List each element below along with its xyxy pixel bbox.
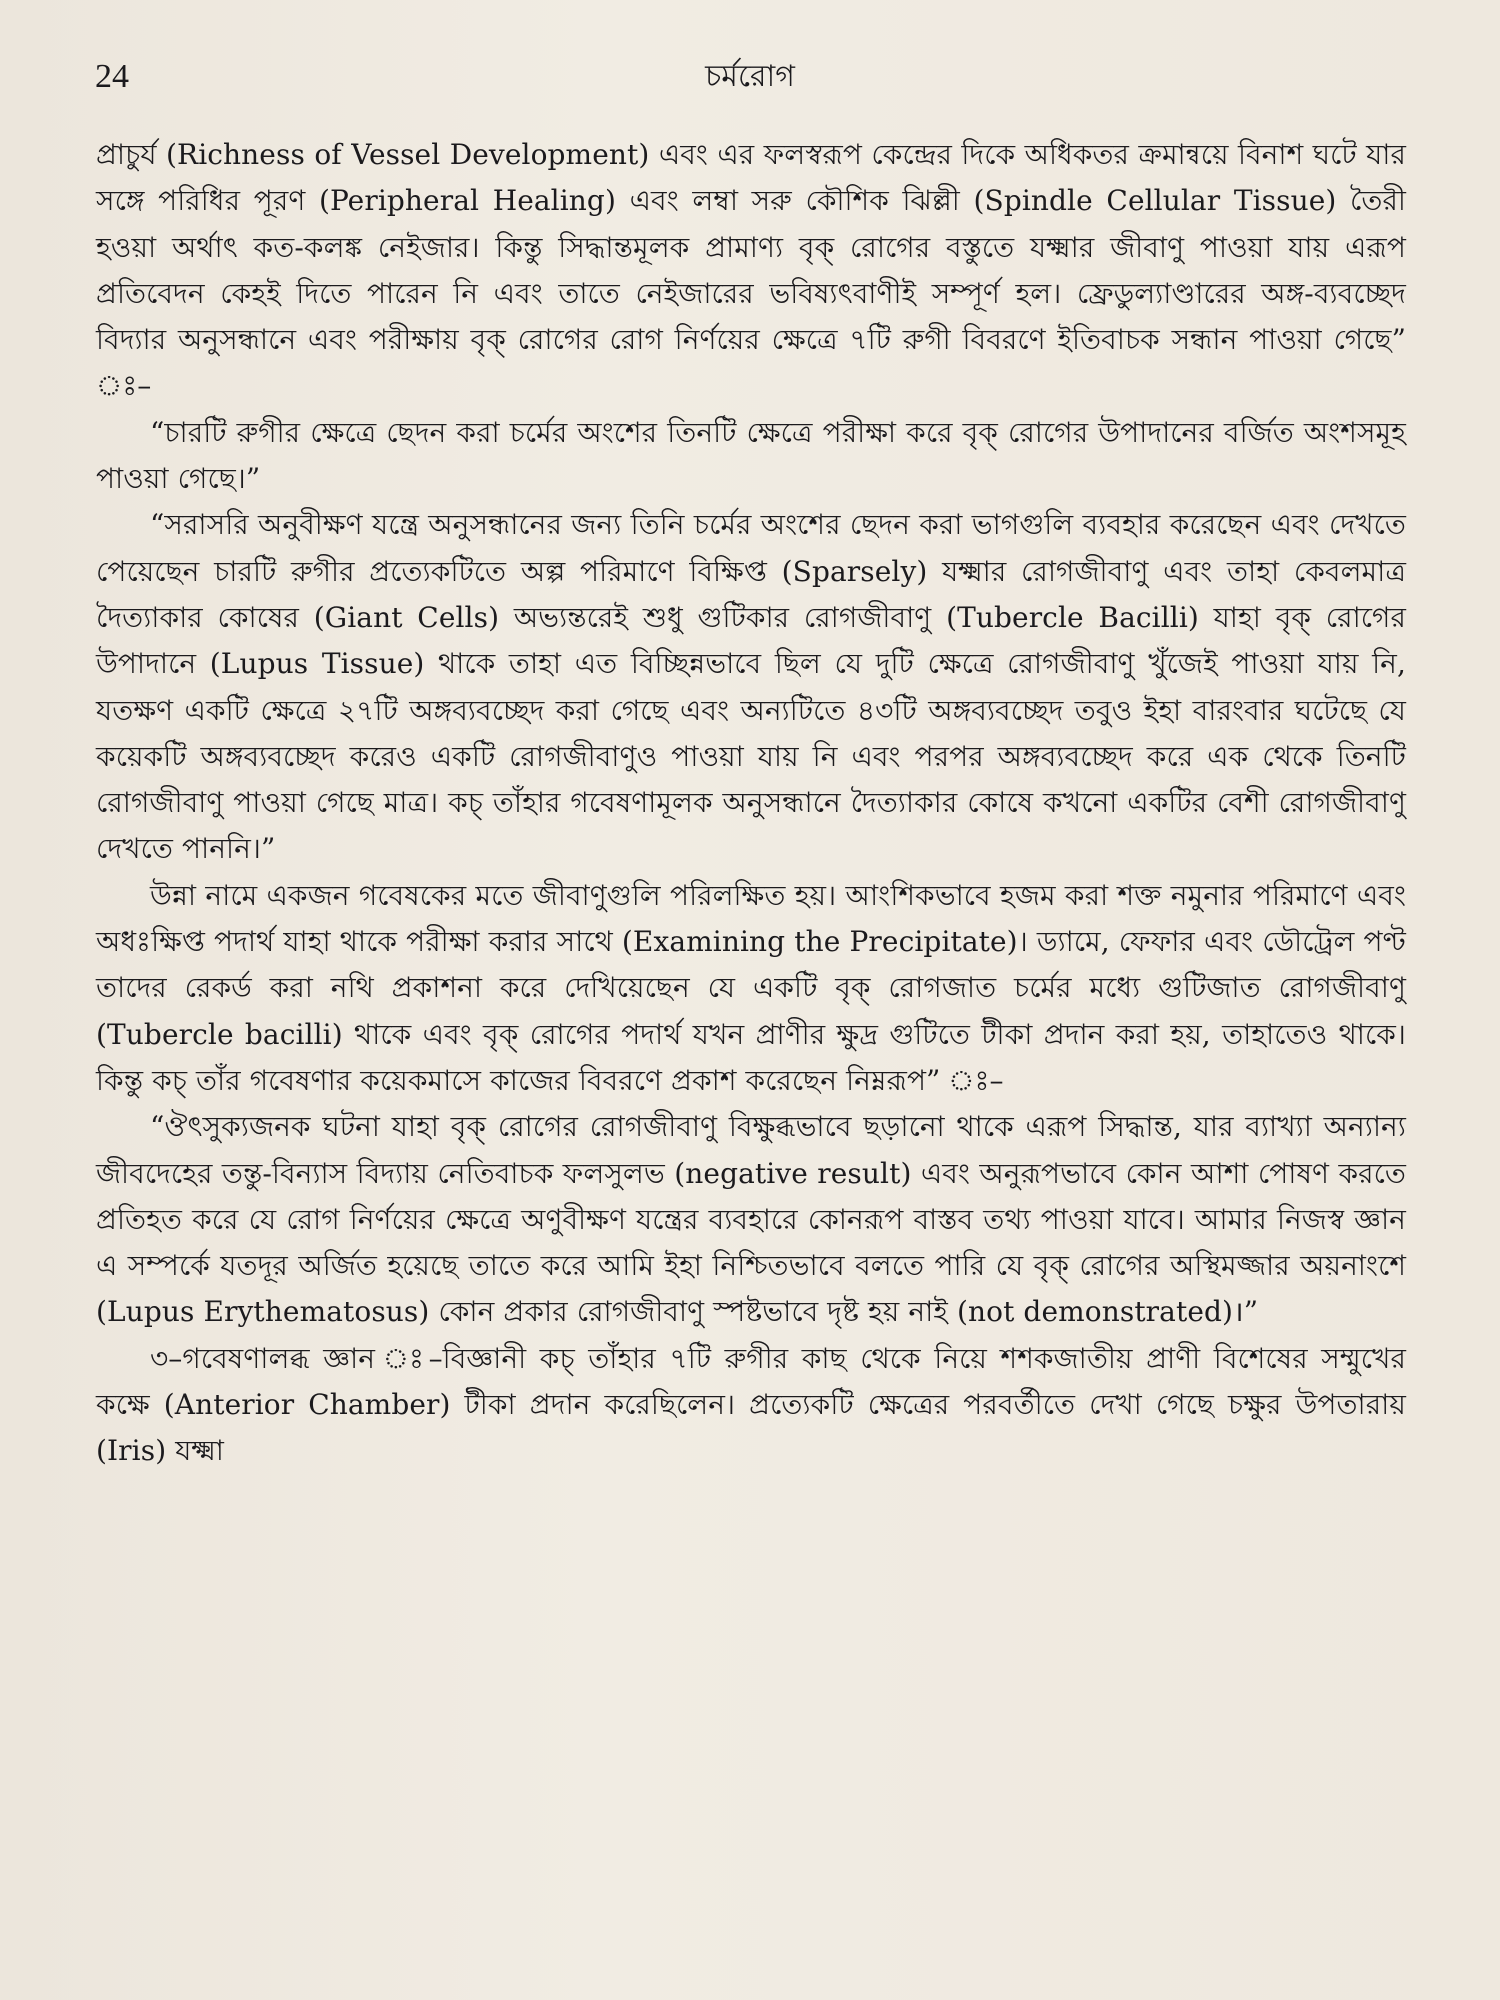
page-number: 24 bbox=[95, 58, 129, 95]
paragraph-continuation: প্রাচুর্য (Richness of Vessel Development) এবং এর ফলস্বরূপ কেন্দ্রের দিকে অধিকতর ক্রমান্বয়ে বিনাশ ঘটে যার সঙ্গে পরিধির পূরণ (Peripheral Healing) এবং লম্বা সরু কৌশিক ঝিল্লী (Spindle Cellular Tissue) তৈরী হওয়া অর্থাৎ কত-কলঙ্ক নেইজার। কিন্তু সিদ্ধান্তমূলক প্রামাণ্য বৃক্ রোগের বস্তুতে যক্ষ্মার জীবাণু পাওয়া যায় এরূপ প্রতিবেদন কেহই দিতে পারেন নি এবং তাতে নেইজারের ভবিষ্যৎবাণীই সম্পূর্ণ হল। ফ্রেডুল্যাণ্ডারের অঙ্গ-ব্যবচ্ছেদ বিদ্যার অনুসন্ধানে এবং পরীক্ষায় বৃক্ রোগের রোগ নির্ণয়ের ক্ষেত্রে ৭টি রুগী বিবরণে ইতিবাচক সন্ধান পাওয়া গেছে” ঃ– bbox=[96, 138, 1406, 403]
body-text bbox=[96, 132, 1406, 1475]
body-paragraph: উন্না নামে একজন গবেষকের মতে জীবাণুগুলি পরিলক্ষিত হয়। আংশিকভাবে হজম করা শক্ত নমুনার পরিমাণে এবং অধঃক্ষিপ্ত পদার্থ যাহা থাকে পরীক্ষা করার সাথে (Examining the Precipitate)। ড্যামে, ফেফার এবং ডৌট্রেল পণ্ট তাদের রেকর্ড করা নথি প্রকাশনা করে দেখিয়েছেন যে একটি বৃক্ রোগজাত চর্মের মধ্যে গুটিজাত রোগজীবাণু (Tubercle bacilli) থাকে এবং বৃক্ রোগের পদার্থ যখন প্রাণীর ক্ষুদ্র গুটিতে টীকা প্রদান করা হয়, তাহাতেও থাকে। কিন্তু কচ্ তাঁর গবেষণার কয়েকমাসে কাজের বিবরণে প্রকাশ করেছেন নিম্নরূপ” ঃ– bbox=[96, 878, 1406, 1097]
running-head bbox=[95, 52, 1405, 102]
quote-paragraph: “ঔৎসুক্যজনক ঘটনা যাহা বৃক্ রোগের রোগজীবাণু বিক্ষুব্ধভাবে ছড়ানো থাকে এরূপ সিদ্ধান্ত, যার ব্যাখ্যা অন্যান্য জীবদেহের তন্তু-বিন্যাস বিদ্যায় নেতিবাচক ফলসুলভ (negative result) এবং অনুরূপভাবে কোন আশা পোষণ করতে প্রতিহত করে যে রোগ নির্ণয়ের ক্ষেত্রে অণুবীক্ষণ যন্ত্রের ব্যবহারে কোনরূপ বাস্তব তথ্য পাওয়া যাবে। আমার নিজস্ব জ্ঞান এ সম্পর্কে যতদূর অর্জিত হয়েছে তাতে করে আমি ইহা নিশ্চিতভাবে বলতে পারি যে বৃক্ রোগের অস্থিমজ্জার অয়নাংশে (Lupus Erythematosus) কোন প্রকার রোগজীবাণু স্পষ্টভাবে দৃষ্ট হয় নাই (not demonstrated)।” bbox=[96, 1110, 1406, 1329]
quote-paragraph: “চারটি রুগীর ক্ষেত্রে ছেদন করা চর্মের অংশের তিনটি ক্ষেত্রে পরীক্ষা করে বৃক্ রোগের উপাদানের বর্জিত অংশসমূহ পাওয়া গেছে।” bbox=[96, 415, 1406, 496]
running-title: চর্মরোগ bbox=[705, 59, 795, 94]
quote-paragraph: “সরাসরি অনুবীক্ষণ যন্ত্রে অনুসন্ধানের জন্য তিনি চর্মের অংশের ছেদন করা ভাগগুলি ব্যবহার করেছেন এবং দেখতে পেয়েছেন চারটি রুগীর প্রত্যেকটিতে অল্প পরিমাণে বিক্ষিপ্ত (Sparsely) যক্ষ্মার রোগজীবাণু এবং তাহা কেবলমাত্র দৈত্যাকার কোষের (Giant Cells) অভ্যন্তরেই শুধু গুটিকার রোগজীবাণু (Tubercle Bacilli) যাহা বৃক্ রোগের উপাদানে (Lupus Tissue) থাকে তাহা এত বিচ্ছিন্নভাবে ছিল যে দুটি ক্ষেত্রে রোগজীবাণু খুঁজেই পাওয়া যায় নি, যতক্ষণ একটি ক্ষেত্রে ২৭টি অঙ্গব্যবচ্ছেদ করা গেছে এবং অন্যটিতে ৪৩টি অঙ্গব্যবচ্ছেদ তবুও ইহা বারংবার ঘটেছে যে কয়েকটি অঙ্গব্যবচ্ছেদ করেও একটি রোগজীবাণুও পাওয়া যায় নি এবং পরপর অঙ্গব্যবচ্ছেদ করে এক থেকে তিনটি রোগজীবাণু পাওয়া গেছে মাত্র। কচ্ তাঁহার গবেষণামূলক অনুসন্ধানে দৈত্যাকার কোষে কখনো একটির বেশী রোগজীবাণু দেখতে পাননি।” bbox=[96, 508, 1406, 866]
section-paragraph: ৩–গবেষণালব্ধ জ্ঞান ঃ–বিজ্ঞানী কচ্ তাঁহার ৭টি রুগীর কাছ থেকে নিয়ে শশকজাতীয় প্রাণী বিশেষের সম্মুখের কক্ষে (Anterior Chamber) টীকা প্রদান করেছিলেন। প্রত্যেকটি ক্ষেত্রের পরবর্তীতে দেখা গেছে চক্ষুর উপতারায় (Iris) যক্ষ্মা bbox=[96, 1341, 1406, 1468]
